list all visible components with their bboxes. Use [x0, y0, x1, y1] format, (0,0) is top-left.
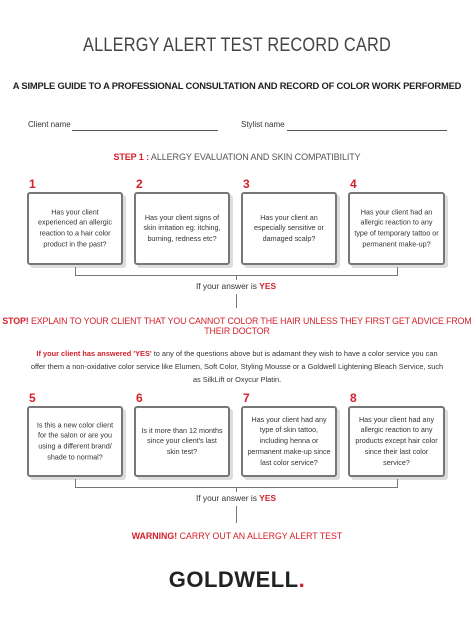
- alternative-service-paragraph: [30, 347, 444, 386]
- question-text: Is it more than 12 months since your client's last skin test?: [141, 425, 223, 456]
- goldwell-logo: [0, 567, 474, 593]
- question-text: Is this a new color client for the salon or are you using a different brand/ shade to normal?: [36, 419, 114, 462]
- question-box-1: [27, 192, 123, 265]
- question-text: Has your client had any allergic reaction to any products except hair color since their last color service?: [355, 414, 438, 467]
- answer-text: If your answer is: [195, 493, 257, 503]
- stylist-name-label: Stylist name: [241, 120, 285, 129]
- warning-text: CARRY OUT AN ALLERGY ALERT TEST: [179, 531, 343, 541]
- question-text: Has your client signs of skin irritation eg: itching, burning, redness etc?: [143, 212, 221, 243]
- connector-line: [236, 294, 237, 308]
- question-text: Has your client had any type of skin tattoo, including henna or permanent make-up since last color service?: [247, 414, 331, 467]
- question-box-5: [27, 406, 123, 477]
- warning-prefix: WARNING!: [131, 531, 178, 541]
- question-number: 3: [243, 177, 250, 191]
- question-number: 7: [243, 391, 250, 405]
- question-number: 2: [136, 177, 143, 191]
- connector-line: [236, 506, 237, 523]
- page-subtitle: A SIMPLE GUIDE TO A PROFESSIONAL CONSULTATION AND RECORD OF COLOR WORK PERFORMED: [12, 80, 462, 91]
- question-number: 5: [29, 391, 36, 405]
- logo-text: GOLDWELL: [168, 567, 299, 592]
- stylist-name-field[interactable]: [287, 130, 447, 131]
- question-box-3: [241, 192, 337, 265]
- answer-text: If your answer is: [195, 281, 257, 291]
- logo-dot: .: [298, 567, 306, 592]
- question-number: 8: [350, 391, 357, 405]
- stop-text: EXPLAIN TO YOUR CLIENT THAT YOU CANNOT COLOR THE HAIR UNLESS THEY FIRST GET ADVICE FROM THEIR DOCTOR: [30, 316, 472, 336]
- question-box-7: [241, 406, 337, 477]
- answer-prompt-top: [176, 281, 296, 291]
- client-name-label: Client name: [28, 120, 71, 129]
- question-box-4: [348, 192, 445, 265]
- answer-yes: YES: [259, 493, 277, 503]
- page-title: ALLERGY ALERT TEST RECORD CARD: [83, 35, 391, 56]
- question-box-2: [134, 192, 230, 265]
- question-text: Has your client an especially sensitive or damaged scalp?: [254, 212, 324, 243]
- question-text: Has your client experienced an allergic reaction to a hair color product in the past?: [38, 206, 112, 249]
- stop-message: [0, 316, 474, 336]
- question-number: 1: [29, 177, 36, 191]
- paragraph-text: to any of the questions above but is adamant they wish to have a color service you can offer them a non-oxidative color service like Elumen, Soft Color, Styling Mousse or a Goldwell Lightening Bleach Service, such as SilkLift or Oxycur Platin.: [30, 349, 444, 384]
- connector-line: [236, 487, 237, 492]
- stop-prefix: STOP!: [2, 316, 29, 326]
- paragraph-highlight: If your client has answered 'YES': [36, 349, 152, 358]
- warning-message: [0, 531, 474, 541]
- step1-heading: [0, 152, 474, 162]
- question-number: 6: [136, 391, 143, 405]
- question-number: 4: [350, 177, 357, 191]
- step1-prefix: STEP 1 :: [113, 152, 150, 162]
- connector-line: [236, 275, 237, 280]
- question-box-6: [134, 406, 230, 477]
- answer-prompt-bottom: [176, 493, 296, 503]
- question-box-8: [348, 406, 445, 477]
- client-name-field[interactable]: [72, 130, 218, 131]
- step1-text: ALLERGY EVALUATION AND SKIN COMPATIBILITY: [150, 152, 361, 162]
- question-text: Has your client had an allergic reaction to any type of temporary tattoo or permanent make-up?: [354, 206, 439, 249]
- answer-yes: YES: [259, 281, 277, 291]
